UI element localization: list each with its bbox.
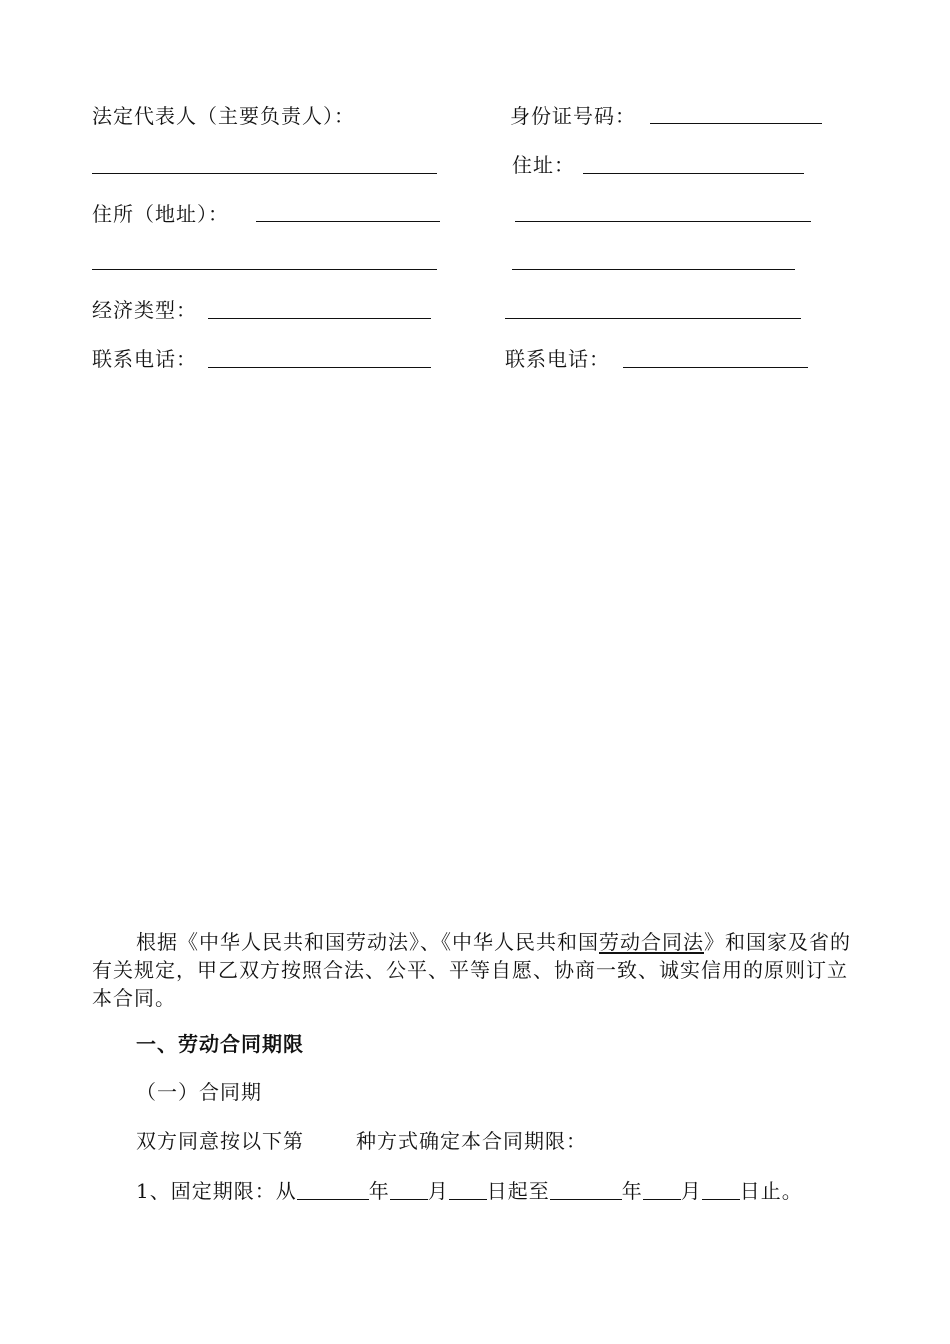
section-heading: 一、劳动合同期限 [136, 1032, 304, 1056]
term-choice-line [136, 1129, 587, 1153]
end-day-label: 日止。 [739, 1179, 803, 1203]
residence-field-3[interactable] [512, 269, 795, 270]
residence-field-2[interactable] [515, 221, 811, 222]
intro-text-2: 》和国家及省的有关规定，甲乙双方按照合法、公平、平等自愿、协商一致、诚实信用的原则订立本合同。 [92, 930, 851, 1010]
start-year-label: 年 [368, 1179, 390, 1203]
legal-rep-label: 法定代表人（主要负责人）： [92, 104, 355, 128]
term-choice-text-b: 种方式确定本合同期限： [356, 1129, 587, 1153]
econ-type-label: 经济类型： [92, 298, 197, 322]
start-month-label: 月 [427, 1179, 449, 1203]
address-field-continued[interactable] [92, 269, 437, 270]
id-number-field[interactable] [650, 123, 822, 124]
residence-label: 住址： [512, 153, 575, 177]
residence-field-4[interactable] [505, 318, 801, 319]
end-day-field[interactable] [702, 1179, 740, 1200]
phone-field-b[interactable] [623, 367, 808, 368]
phone-field-a[interactable] [208, 367, 431, 368]
intro-text-1: 根据《中华人民共和国劳动法》、《中华人民共和国 [136, 930, 599, 954]
fixed-term-prefix: 1、固定期限：从 [136, 1179, 297, 1203]
address-label: 住所（地址）： [92, 202, 229, 226]
end-month-field[interactable] [643, 1179, 681, 1200]
labor-contract-law-link[interactable]: 劳动合同法 [599, 930, 704, 954]
end-month-label: 月 [680, 1179, 702, 1203]
address-field[interactable] [256, 221, 440, 222]
start-day-field[interactable] [449, 1179, 487, 1200]
id-number-label: 身份证号码： [510, 104, 636, 128]
start-day-label: 日起至 [486, 1179, 550, 1203]
start-month-field[interactable] [390, 1179, 428, 1200]
fixed-term-line [136, 1179, 803, 1203]
subsection-heading: （一）合同期 [136, 1080, 262, 1104]
end-year-label: 年 [621, 1179, 643, 1203]
phone-label-a: 联系电话： [92, 347, 197, 371]
residence-field[interactable] [583, 173, 804, 174]
term-choice-text-a: 双方同意按以下第 [136, 1129, 304, 1153]
start-year-field[interactable] [297, 1179, 369, 1200]
end-year-field[interactable] [550, 1179, 622, 1200]
econ-type-field[interactable] [208, 318, 431, 319]
legal-rep-field[interactable] [92, 173, 437, 174]
intro-paragraph [92, 928, 862, 1012]
phone-label-b: 联系电话： [505, 347, 610, 371]
